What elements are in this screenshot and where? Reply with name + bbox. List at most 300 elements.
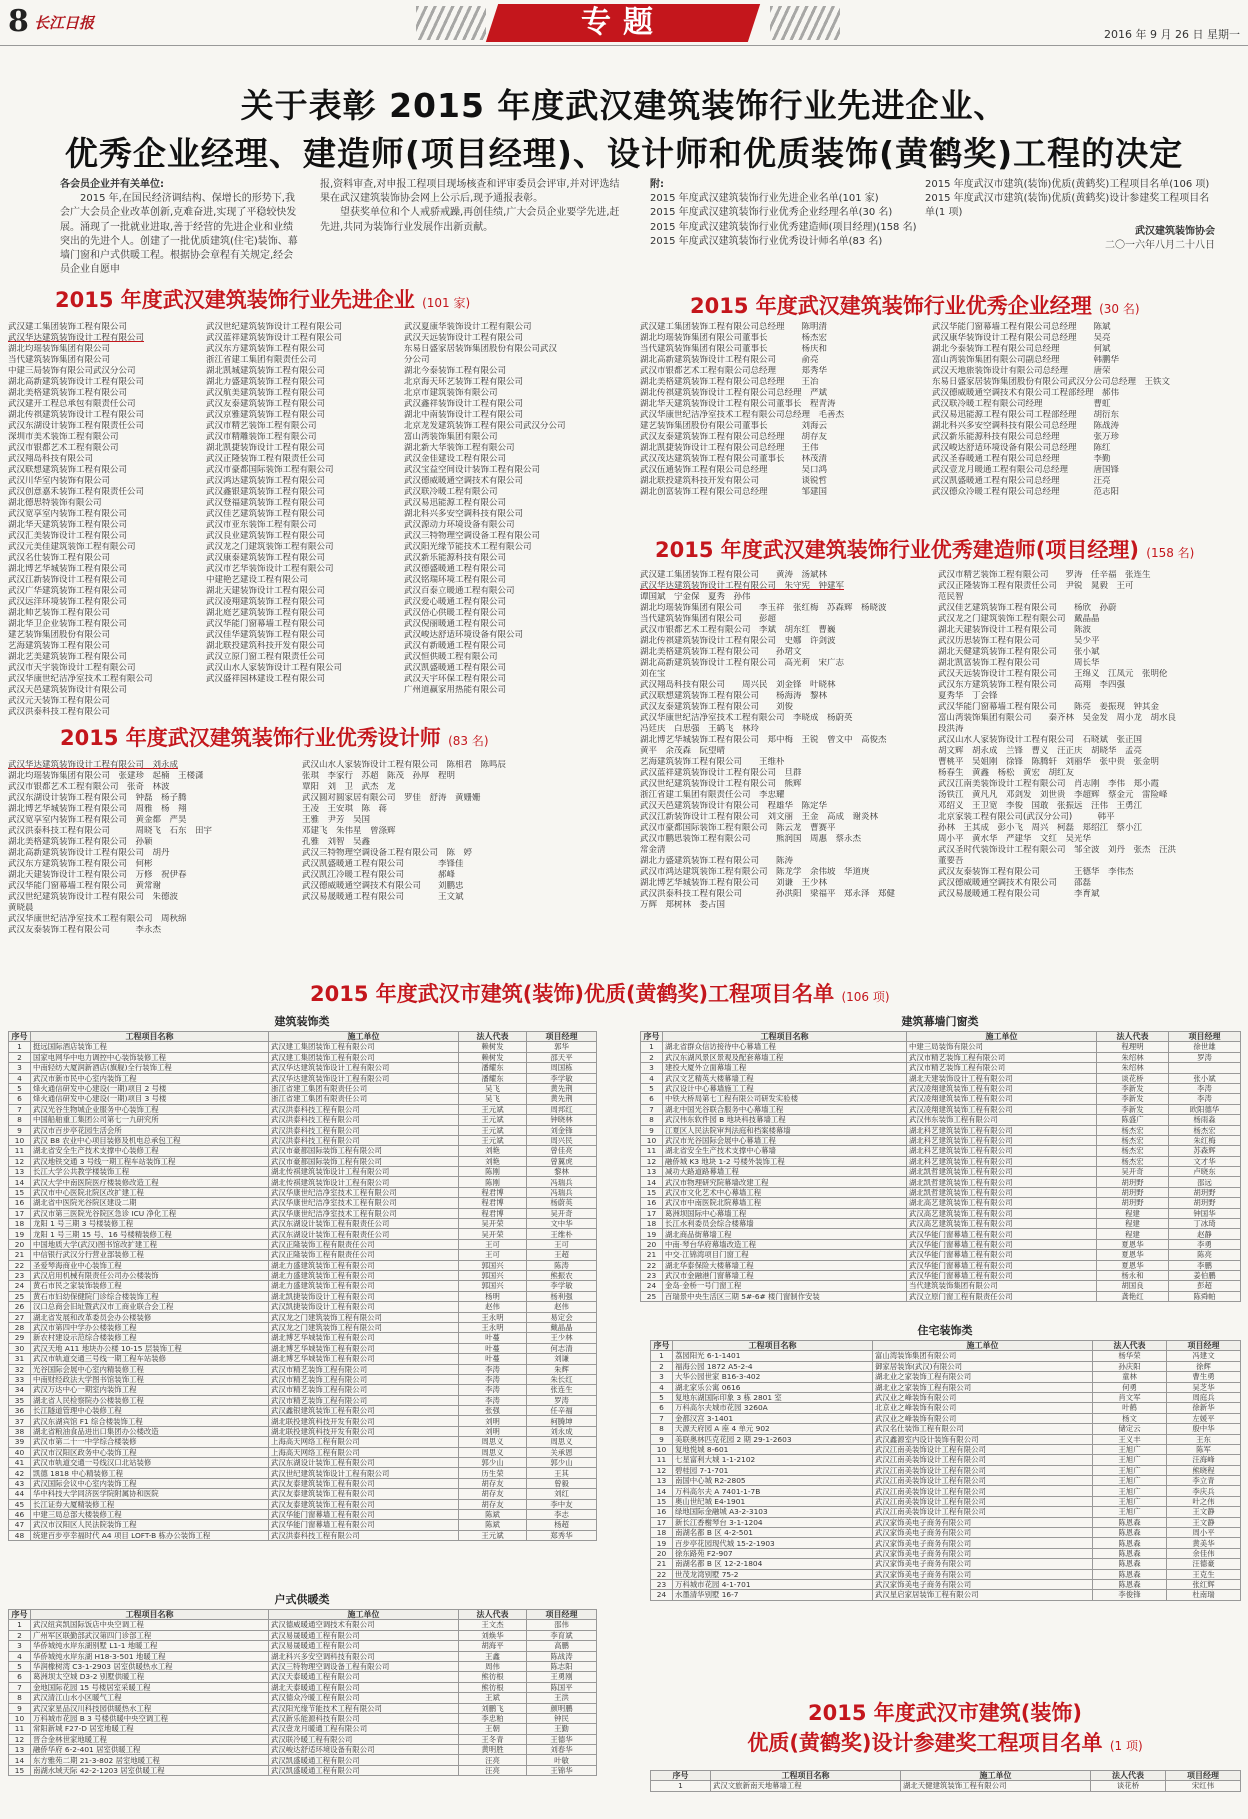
table-cell: 36 [9,1406,31,1416]
table-cell: 南湖名都 B 区 4-2-501 [673,1528,873,1538]
table-cell: 荔园阳光 6-1-1401 [673,1351,873,1361]
table-cell: 朱绍林 [1097,1052,1169,1062]
table-cell: 27 [9,1312,31,1322]
table-header-row [9,1032,597,1042]
table-row [9,1724,597,1734]
table-cell: 武汉市文化艺术中心幕墙工程 [663,1187,907,1197]
table-cell: 武汉天地 A11 地块办公楼 10-15 层装饰工程 [31,1343,269,1353]
table-cell: 汪亮 [459,1765,527,1775]
list-item: 武汉华能门窗幕墙工程有限公司 黄常谢 [8,881,162,891]
table-cell: 湖北力盛建筑装饰工程有限公司 [269,1260,459,1270]
list-item: 湖北凯富装饰工程有限公司 周长华 [938,658,1100,668]
table-cell: 黄石市民之家装饰装修工程 [31,1281,269,1291]
table-row [9,1458,597,1468]
list-item: 湖北均瑶装饰集团有限公司 张建珍 起楠 王楼潇 [8,771,204,781]
table-cell: 武汉天泰暖通工程有限公司 [269,1672,459,1682]
attachments-label: 附: [650,179,664,190]
list-item: 武汉鸿达建筑装饰工程有限公司 [206,476,326,486]
table-cell: 37 [9,1416,31,1426]
table-cell: 殷中华 [1167,1424,1241,1434]
table-cell: 汪海峰 [1167,1455,1241,1465]
table-row [651,1559,1241,1569]
table-cell: 4 [641,1073,663,1083]
table-cell: 武汉凯捷装饰设计工程有限公司 [269,1302,459,1312]
table-row [9,1229,597,1239]
table-cell: 武汉市汉阳区人民法院装饰工程 [31,1520,269,1530]
list-item: 武汉易晟暖通工程有限公司 王文斌 [302,892,464,902]
table-row [9,1765,597,1775]
table-cell: 黄先荆 [527,1094,597,1104]
table-row [651,1413,1241,1423]
table-cell [1169,1063,1241,1073]
table-cell: 肖文军 [1093,1392,1167,1402]
table-cell: 王可 [459,1250,527,1260]
table-cell: 叶蔓 [459,1343,527,1353]
table-cell: 湖北天健建筑装饰工程有限公司 [901,1781,1091,1791]
table-cell: 武汉正隆装饰工程有限责任公司 [269,1239,459,1249]
table-cell: 卢晓东 [1169,1167,1241,1177]
table-cell: 6 [9,1094,31,1104]
list-item: 建艺装饰集团股份有限公司董事长 刘海云 [640,421,828,431]
table-cell: 李俊锋 [1093,1590,1167,1600]
table-cell: 王元斌 [459,1104,527,1114]
heating-table-block [8,1591,596,1776]
table-cell: 光谷国际会展中心室内精装修工程 [31,1364,269,1374]
banner-stripes-right [770,6,840,40]
headline-line-2: 优秀企业经理、建造师(项目经理)、设计师和优质装饰(黄鹤奖)工程的决定 [64,134,1184,173]
table-row [651,1382,1241,1392]
heating-table [8,1609,597,1776]
table-row [641,1125,1241,1135]
table-cell: 18 [9,1219,31,1229]
table-row [9,1755,597,1765]
table-cell: 34 [9,1385,31,1395]
list-item: 夏秀华 丁会锋 [938,691,998,701]
table-cell: 8 [9,1115,31,1125]
list-item: 武汉元天装饰工程有限公司 [8,696,111,706]
table-cell: 14 [651,1486,673,1496]
table-cell: 冯瑞兵 [527,1187,597,1197]
table-cell: 武汉洪泰科技工程有限公司 [269,1125,459,1135]
table-cell: 长江隧道管理中心装修工程 [31,1406,269,1416]
table-cell: 王其 [527,1468,597,1478]
column-header: 工程项目名称 [711,1771,901,1781]
list-item: 湖北博艺华城装饰工程有限公司 郑中梅 王锐 曾文中 高俊杰 [640,735,887,745]
table-cell: 葛洲坝太空城 D3-2 别墅供暖工程 [31,1672,269,1682]
table-cell: 湖北高艺建筑装饰工程有限公司 [907,1198,1097,1208]
table-cell: 关承恩 [527,1447,597,1457]
list-item: 孙林 王其成 彭小飞 周兴 柯磊 郑绍江 蔡小江 [938,823,1143,833]
list-item: 北京海天环艺装饰工程有限公司 [404,377,524,387]
table-cell: 武汉洪泰科技工程有限公司 [269,1104,459,1114]
table-cell: 中南·琴台华府幕墙改造工程 [663,1239,907,1249]
table-cell: 23 [9,1270,31,1280]
table-row [9,1219,597,1229]
list-item: 刘在宝 [640,669,666,679]
table-cell: 武汉华能门窗幕墙工程有限公司 [907,1270,1097,1280]
table-cell: 叶蔓 [459,1354,527,1364]
table-cell: 18 [651,1528,673,1538]
table-cell: 武汉华康世纪洁净室技术工程有限公司 [269,1208,459,1218]
list-item: 武汉山水人家装饰设计工程有限公司 [206,663,343,673]
table-cell: 王锦华 [527,1765,597,1775]
list-item: 武汉洪泰科技工程有限公司 周晓飞 石东 田宇 [8,826,213,836]
advanced-column-1 [8,322,204,730]
table-cell: 柯腾坤 [527,1416,597,1426]
table-cell: 福海公园 1872 A5-2-4 [673,1361,873,1371]
list-item: 武汉德盛暖通工程有限公司 [404,564,507,574]
list-item: 武汉创意嘉禾装饰工程有限责任公司 [8,487,145,497]
list-item: 湖北天健建筑装饰工程有限公司 张小斌 [938,647,1100,657]
table-cell: 17 [641,1208,663,1218]
table-cell: 汪亮 [459,1755,527,1765]
table-cell: 周庭兵 [1167,1392,1241,1402]
list-item: 武汉德威暖通空调技术有限公司 邵磊 [938,878,1092,888]
table-cell: 武汉凌翔建筑装饰工程有限公司 [907,1083,1097,1093]
table-cell: 谈花桥 [1091,1781,1166,1791]
advanced-column-3 [404,322,624,730]
table-cell: 程建 [1097,1219,1169,1229]
table-cell: 宋红伟 [1166,1781,1241,1791]
table-row [9,1135,597,1145]
attachment-1: 2015 年度武汉建筑装饰行业先进企业名单(101 家) [650,193,879,205]
table-row [9,1426,597,1436]
table-cell: 吴开奇 [1097,1167,1169,1177]
list-item: 湖北传祺建筑装饰设计工程有限公司 史娜 许剑波 [640,636,836,646]
list-item: 当代建筑装饰集团有限公司 [8,355,111,365]
list-item: 武汉山水人家装饰设计工程有限公司 陈相君 陈鸣辰 [302,760,507,770]
table-cell: 20 [651,1548,673,1558]
table-cell: 28 [9,1322,31,1332]
list-item: 武汉倍心供暖工程有限公司 [404,608,507,618]
table-cell: 胡存友 [459,1499,527,1509]
table-cell: 武汉华能门窗幕墙工程有限公司 [907,1260,1097,1270]
list-item: 湖北博艺华城装饰工程有限公司 周雅 杨 翔 [8,804,187,814]
list-item: 武汉易晟暖通工程有限公司 李育斌 [938,889,1100,899]
table-row [641,1146,1241,1156]
table-cell: 华中科技大学同济医学院附属协和医院 [31,1489,269,1499]
table-cell: 挺远国际酒店装饰工程 [31,1042,269,1052]
list-item: 湖北联投建筑科技开发有限公司 谈锐哲 [640,476,828,486]
table-cell: 李勇 [1169,1239,1241,1249]
attachment-2: 2015 年度武汉建筑装饰行业优秀企业经理名单(30 名) [650,207,893,219]
table-cell: 华侨城纯水岸东湖别墅 L1-1 地暖工程 [31,1641,269,1651]
list-item: 武汉东湖设计装饰工程有限公司 钟磊 杨子腾 [8,793,187,803]
list-item: 武汉市银都艺术工程有限公司 [8,443,119,453]
list-item: 武汉蓝祥建筑装饰设计工程有限公司 [206,333,343,343]
table-cell: 王义丰 [1093,1434,1167,1444]
table-cell: 夏恩华 [1097,1239,1169,1249]
table-cell: 周伟 [459,1661,527,1671]
table-cell: 朱辉 [527,1364,597,1374]
list-item: 中建艳艺建设工程有限公司 [206,575,309,585]
column-header: 序号 [651,1341,673,1351]
table-cell: 天源天府园 A 座 4 单元 902 [673,1424,873,1434]
table-cell: 5 [641,1083,663,1093]
list-item: 武汉易迅能源工程有限公司工程部经理 胡衍东 [932,410,1120,420]
list-item: 湖北高新建筑装饰设计工程有限公司 俞亮 [640,355,819,365]
list-item: 邓建飞 朱伟星 曾涤辉 [302,826,396,836]
builders-column-2 [938,570,1242,950]
table-cell: 大华公园世家 B16-3-402 [673,1372,873,1382]
table-cell: 武汉峻达舒适环境设备有限公司 [269,1745,459,1755]
table-cell: 程理明 [1097,1042,1169,1052]
table-cell: 王朝 [459,1724,527,1734]
list-item: 武汉名仕装饰工程有限公司 [8,553,111,563]
list-item: 湖北博艺华城装饰工程有限公司 [8,564,128,574]
table-cell: 21 [641,1250,663,1260]
table-row [651,1444,1241,1454]
table-cell: 杨蔚英 [527,1198,597,1208]
table-cell: 长江大学公共教学楼装饰工程 [31,1167,269,1177]
table-cell: 李涛 [459,1364,527,1374]
table-cell: 刘艳 [459,1156,527,1166]
table-row [9,1385,597,1395]
table-cell: 武汉地铁交通 3 号线一期工程车站装饰工程 [31,1156,269,1166]
list-item: 武汉市银都艺术工程有限公司 李斌 胡东红 曹巍 [640,625,836,635]
table-cell: 何志清 [527,1343,597,1353]
table-cell: 武汉纽宾凯国际饭店中央空调工程 [31,1620,269,1630]
table-row [9,1530,597,1540]
list-item: 中建三局装饰有限公司武汉分公司 [8,366,136,376]
table-cell: 杨杰宏 [1097,1156,1169,1166]
table-cell: 常阳新城 F27-D 居室地暖工程 [31,1724,269,1734]
column-header: 施工单位 [901,1771,1091,1781]
table-cell: 徐新华 [1167,1403,1241,1413]
table-row [651,1361,1241,1371]
table-cell: 李新发 [1097,1094,1169,1104]
list-item: 武汉友泰建筑装饰工程有限公司 刘俊 [640,702,794,712]
table-cell: 武汉江南美装饰设计工程有限公司 [873,1507,1093,1517]
list-item: 武汉建开工程总承包有限责任公司 [8,399,136,409]
table-cell: 湖北天建装饰设计工程有限公司 [907,1073,1097,1083]
table-cell: 武汉江南美装饰设计工程有限公司 [873,1455,1093,1465]
table-cell: 绿地国际金融城 A3-2-3103 [673,1507,873,1517]
table-cell: 武汉大学中南医院医疗楼装修改造工程 [31,1177,269,1187]
table-cell: 万科高尔夫城市花园 3260A [673,1403,873,1413]
list-item: 武汉世纪建筑装饰设计工程有限公司 熊辉 [640,779,802,789]
table-cell: 武汉江南美装饰设计工程有限公司 [873,1444,1093,1454]
table-cell: 郭国兴 [459,1281,527,1291]
list-item: 武汉华康世纪洁净室技术工程有限公司 周秋绵 [8,914,187,924]
table-row [641,1083,1241,1093]
list-item: 武汉华达建筑装饰设计工程有限公司 朱守宪 钟建军 [640,581,845,591]
managers-column-2 [932,322,1242,522]
column-header: 工程项目名称 [673,1341,873,1351]
list-item: 武汉洪泰科技工程有限公司 孙洪阳 梁福平 郑永泽 郑健 [640,889,896,899]
table-cell: 李志 [527,1509,597,1519]
table-cell: 陈刚 [459,1177,527,1187]
quality-title [310,978,890,1008]
table-cell: 王旭广 [1093,1465,1167,1475]
table-row [641,1135,1241,1145]
table-cell: 22 [9,1260,31,1270]
table-cell: 3 [651,1372,673,1382]
table-cell: 中南轻纺大厦润新酒店(旗舰)全行装饰工程 [31,1063,269,1073]
table-cell: 罗涛 [527,1395,597,1405]
table-cell: 武汉华能门窗幕墙工程有限公司 [269,1520,459,1530]
table-cell: 百瑞景中央生活区三期 5#-6# 楼门窗制作安装 [663,1291,907,1301]
table-cell: 45 [9,1499,31,1509]
table-cell: 胡玥野 [1097,1177,1169,1187]
table-cell: 湖北凯哲建筑装饰工程有限公司 [907,1187,1097,1197]
list-item: 武汉江南美装饰设计工程有限公司 肖志刚 李伟 郑小霞 [938,779,1160,789]
list-item: 武汉正隆装饰工程有限责任公司 尹锐 晁毅 王可 [938,581,1134,591]
table-cell: 陈刚 [459,1167,527,1177]
table-row [9,1156,597,1166]
table-cell: 24 [9,1281,31,1291]
list-item: 邓绍义 王卫宽 李俊 国敢 张振远 汪伟 王勇江 [938,801,1143,811]
table-cell: 武汉国际会议中心室内装饰工程 [31,1478,269,1488]
table-cell: 3 [9,1641,31,1651]
table-cell: 12 [9,1734,31,1744]
list-item: 湖北均瑶装饰集团有限公司 [8,344,111,354]
quality-count: (106 项) [841,990,890,1004]
list-item: 武汉联冷暖工程有限公司经理 曹虹 [932,399,1111,409]
table-cell: 南湖水域天际 42-2-1203 居室供暖工程 [31,1765,269,1775]
table-cell: 王元斌 [459,1135,527,1145]
table-row [641,1198,1241,1208]
table-cell: 周国栋 [527,1063,597,1073]
table-cell: 王旭广 [1093,1486,1167,1496]
table-cell: 陈斌 [459,1520,527,1530]
table-cell: 万科高尔夫 A 7401-1-7B [673,1486,873,1496]
advanced-count: (101 家) [422,296,471,310]
table-row [651,1781,1241,1791]
table-cell: 武汉东湖设计装饰工程有限责任公司 [269,1219,459,1229]
table-cell: 7 [651,1413,673,1423]
list-item: 武汉三特物理空调设备工程有限公司 [404,531,541,541]
table-row [9,1447,597,1457]
table-cell: 16 [641,1198,663,1208]
table-cell: 周小平 [1167,1528,1241,1538]
table-cell: 14 [9,1177,31,1187]
table-cell: 统建百步亭幸福时代 A4 项目 LOFT-B 栋办公装饰工程 [31,1530,269,1540]
table-cell: 湖北业之家装饰工程有限公司 [873,1382,1093,1392]
list-item: 万辉 郑树林 娄占国 [640,900,726,910]
table-cell: 长江水利委员会综合楼幕墙 [663,1219,907,1229]
table-cell: 武汉伟东装饰工程有限公司 [907,1115,1097,1125]
table-cell: 38 [9,1426,31,1436]
table-cell: 武汉三特物理空调设备工程有限公司 [269,1661,459,1671]
table-cell: 20 [641,1239,663,1249]
table-cell: 武汉市汉阳区政务中心装饰工程 [31,1447,269,1457]
table-row [9,1374,597,1384]
intro-paragraph-2: 报,资料审查,对申报工程项目现场核查和评审委员会评审,并对评选结果在武汉建筑装饰协会网上公示后,现予通报表彰。 [320,179,620,205]
residential-table-block [650,1322,1240,1601]
managers-title-text: 2015 年度武汉建筑装饰行业优秀企业经理 [690,294,1092,318]
table-cell: 李涛 [1169,1094,1241,1104]
table-cell: 39 [9,1437,31,1447]
table-row [9,1198,597,1208]
table-cell: 陈涛 [527,1260,597,1270]
list-item: 段洪涛 [938,724,964,734]
table-cell: 武汉文艺精英大楼幕墙工程 [663,1073,907,1083]
table-cell: 张强 [459,1406,527,1416]
table-cell: 融侨华府 6-2-401 居室供暖工程 [31,1745,269,1755]
column-header: 项目经理 [1169,1032,1241,1042]
table-cell: 颜明鹏 [527,1703,597,1713]
table-cell: 潘耀东 [459,1073,527,1083]
table-cell: 曾翼虎 [527,1156,597,1166]
list-item: 武汉有新暖通工程有限公司 [404,641,507,651]
banner-stripes-left [416,6,486,40]
list-item: 建艺装饰集团股份有限公司 [8,630,111,640]
table-cell: 圣爱琴海商业中心装饰工程 [31,1260,269,1270]
table-cell: 赵静 [1169,1229,1241,1239]
list-item: 湖北艺美建筑装饰工程有限公司 [8,652,128,662]
table-cell: 4 [9,1651,31,1661]
table-cell: 武汉市金融港门窗幕墙工程 [663,1270,907,1280]
table-cell: 武汉凌翔建筑装饰工程有限公司 [907,1094,1097,1104]
table-cell: 杨永和 [1097,1270,1169,1280]
column-header: 项目经理 [527,1610,597,1620]
table-cell: 王元斌 [459,1530,527,1540]
table-cell: 胡存友 [459,1478,527,1488]
table-cell: 胡海平 [459,1641,527,1651]
intro-left [60,178,300,277]
intro-salutation: 各会员企业并有关单位: [60,179,164,190]
table-cell: 29 [9,1333,31,1343]
table-cell: 武汉华康世纪洁净室技术工程有限公司 [269,1198,459,1208]
table-cell: 中信银行武汉分行营业部装修工程 [31,1250,269,1260]
table-cell: 周思义 [527,1437,597,1447]
list-item: 武汉龙之门建筑装饰工程有限公司 [206,542,334,552]
list-item: 湖北美格建筑装饰工程有限公司 [8,388,128,398]
list-item: 武汉市精雕装饰工程有限公司 [206,432,317,442]
table-cell: 湖北传祺建筑装饰设计工程有限公司 [269,1167,459,1177]
table-row [9,1489,597,1499]
quality-title-text: 2015 年度武汉市建筑(装饰)优质(黄鹤奖)工程项目名单 [310,982,835,1006]
table-cell: 武汉建工集团装饰工程有限公司 [269,1042,459,1052]
list-item: 武汉百泰立暖通工程有限公司 [404,586,515,596]
list-item: 湖北科兴多安空调科技有限公司总经理 陈战涛 [932,421,1120,431]
table-cell: 王少林 [527,1333,597,1343]
table-cell: 世茂龙湾别墅 75-2 [673,1569,873,1579]
table-cell: 湖北家乐公寓 0616 [673,1382,873,1392]
table-cell: 44 [9,1489,31,1499]
table-cell: 1 [9,1042,31,1052]
table-cell: 46 [9,1509,31,1519]
table-cell: 21 [9,1250,31,1260]
table-row [641,1156,1241,1166]
list-item: 武汉宽享室内装饰工程有限公司 [8,509,128,519]
table-cell: 熊晓程 [1167,1465,1241,1475]
table-cell: 22 [641,1260,663,1270]
list-item: 浙江省建工集团有限责任公司 [206,355,317,365]
table-cell: 武汉星启家居装饰工程有限公司 [873,1590,1093,1600]
table-cell: 周兴民 [527,1135,597,1145]
table-cell: 12 [651,1465,673,1475]
table-row [641,1073,1241,1083]
list-item: 当代建筑装饰集团有限公司 彭超 [640,614,777,624]
table-cell: 湖北博艺华城装饰工程有限公司 [269,1333,459,1343]
table-cell: 14 [9,1755,31,1765]
list-item: 武汉壹龙月暖通工程有限公司总经理 唐国锋 [932,465,1120,475]
table-header-row [651,1341,1241,1351]
table-cell: 当代建筑装饰集团有限公司 [907,1281,1097,1291]
table-cell: 武汉世纪建筑装饰设计工程有限公司 [269,1468,459,1478]
table-cell: 武汉市光谷国际会展中心幕墙工程 [663,1135,907,1145]
table-cell: 杨文 [1093,1413,1167,1423]
table-row [651,1392,1241,1402]
table-cell: 杨利强 [527,1291,597,1301]
list-item: 北京龙发建筑装饰工程有限公司武汉分公司 [404,421,566,431]
list-item: 武汉东湖设计装饰工程有限责任公司 [8,421,145,431]
table-cell: 3 [9,1063,31,1073]
table-cell: 富山湾装饰集团有限公司 [873,1351,1093,1361]
table-cell: 武汉家星品汉川科技园供暖热水工程 [31,1703,269,1713]
